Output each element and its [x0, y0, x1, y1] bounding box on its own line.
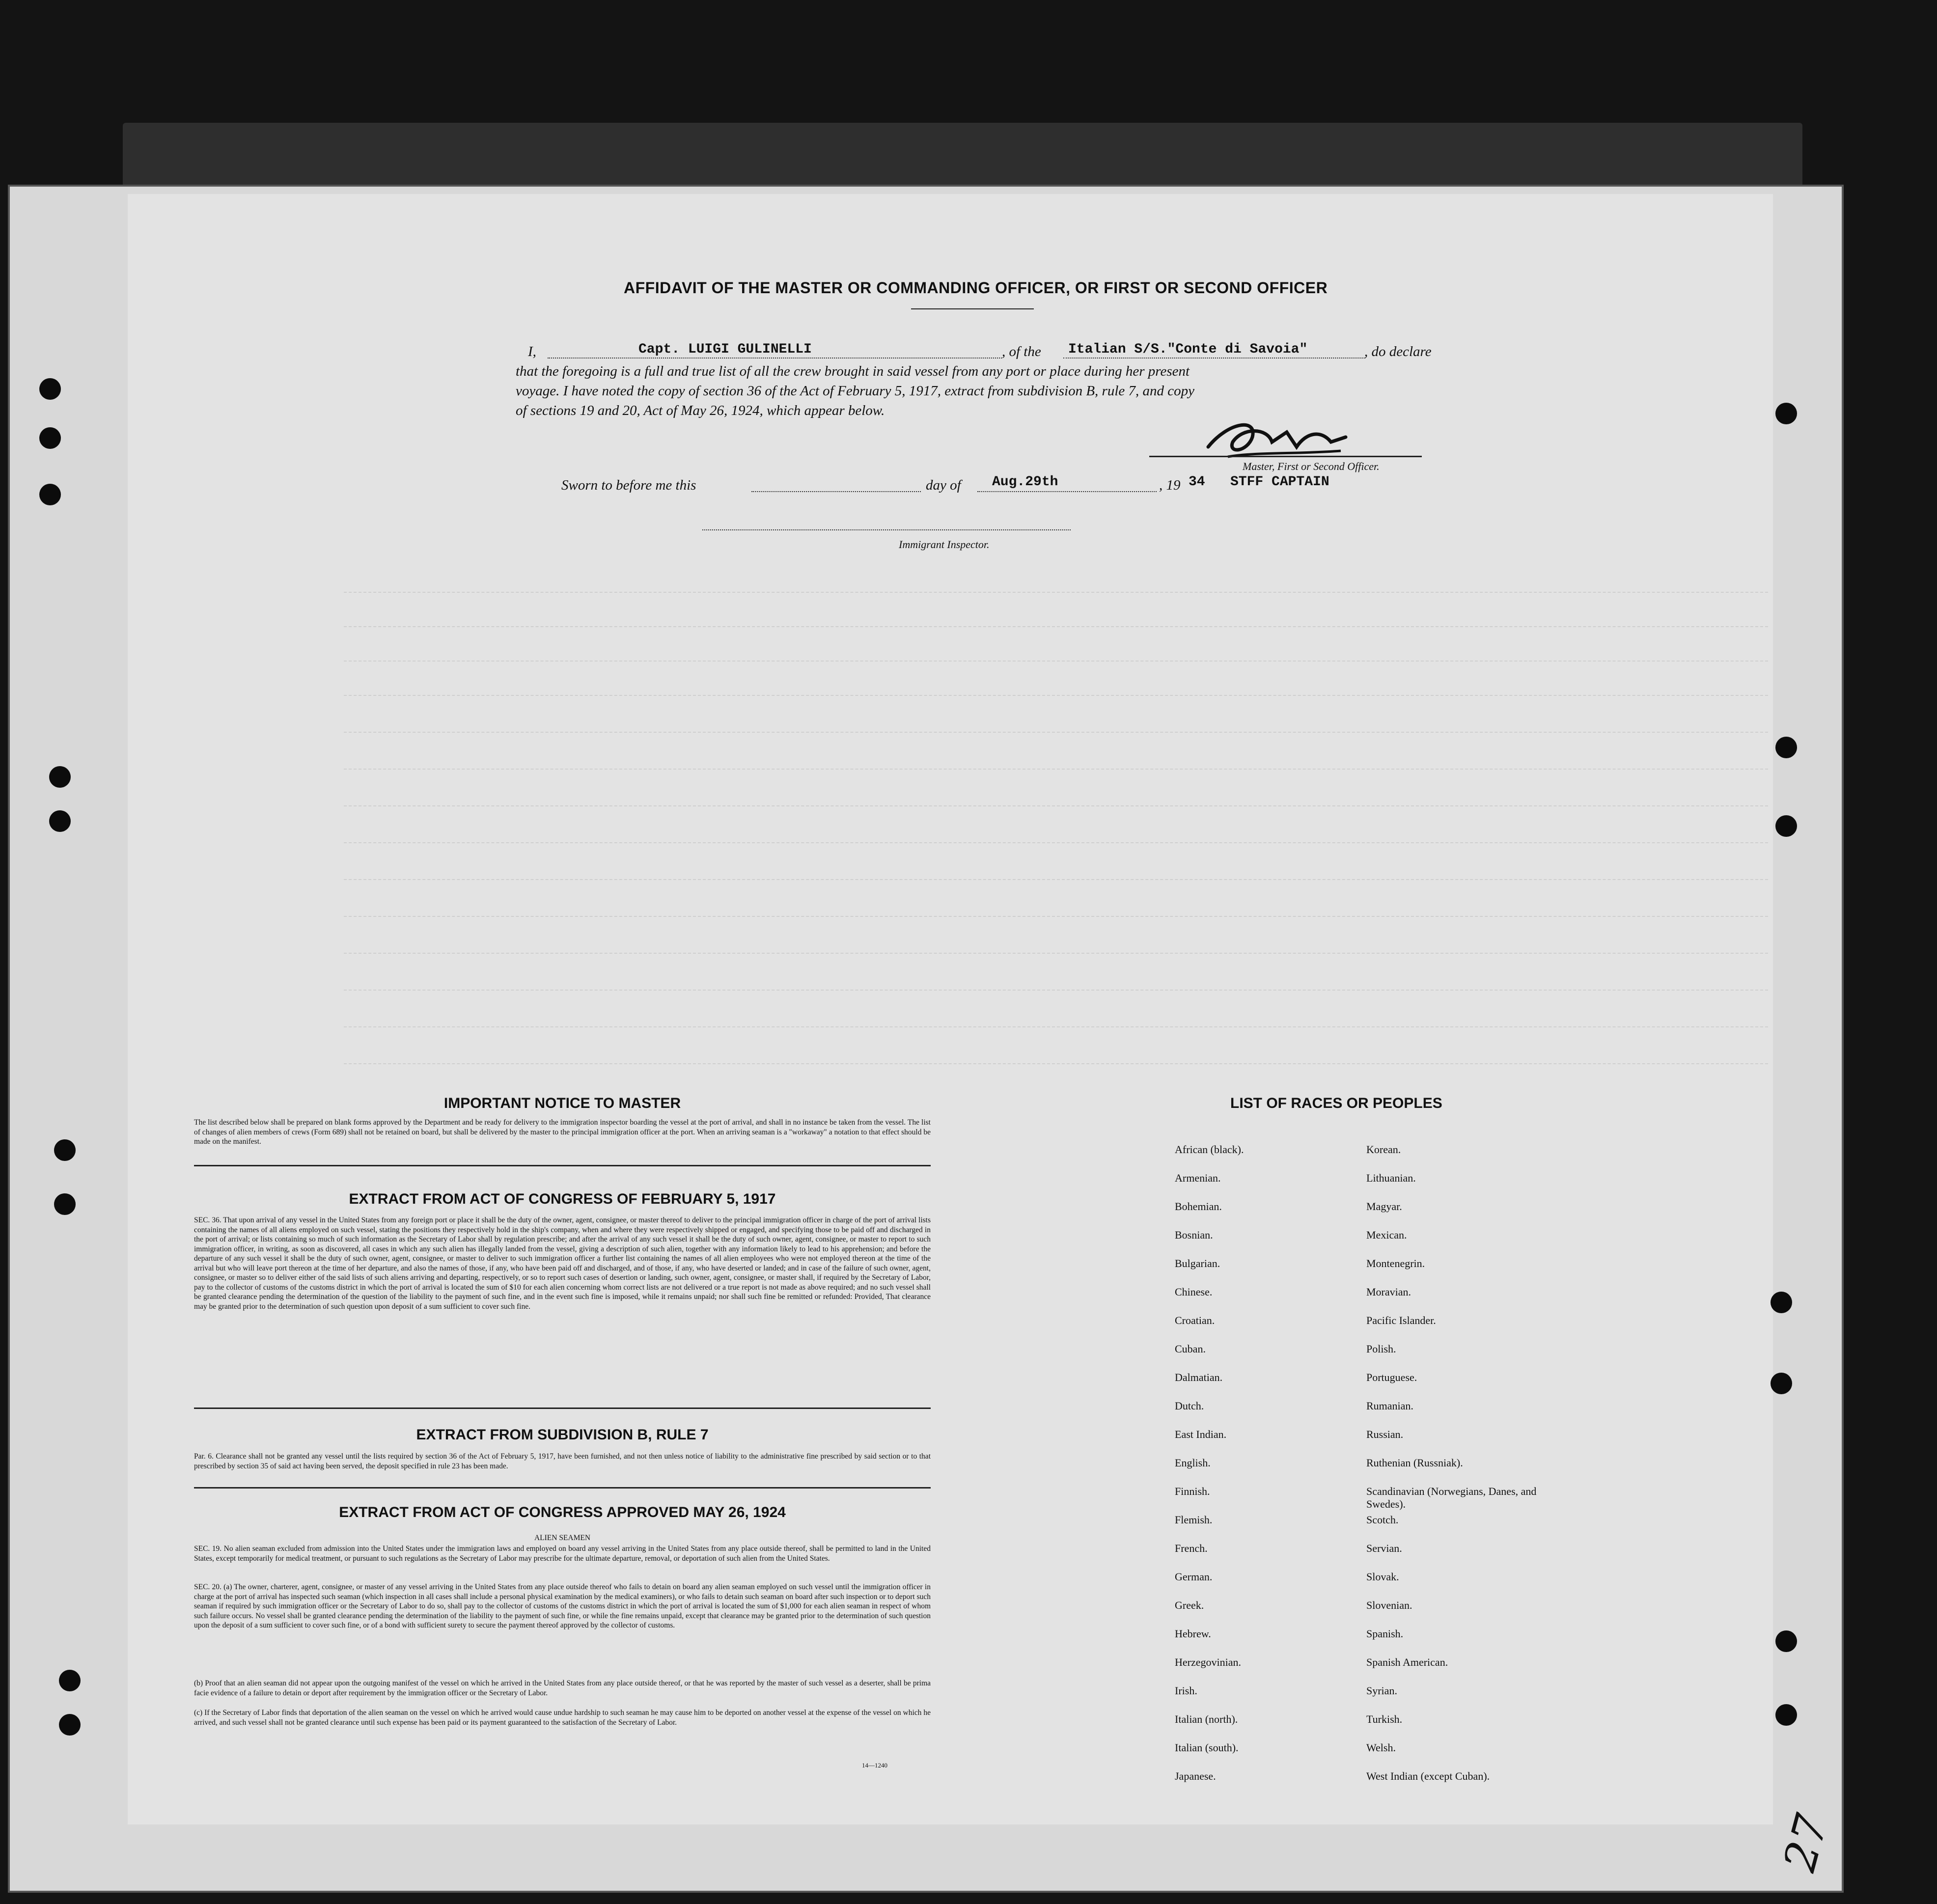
bleed-through-row [344, 1026, 1768, 1028]
race-item: Portuguese. [1366, 1371, 1417, 1383]
sworn-day-line [751, 491, 921, 492]
rule7-text: Par. 6. Clearance shall not be granted any vessel until the lists required by section 36 of the Act of February 5, 1917, have been furnished, and not then unless notice of liability to the administrative fine prescribed by said section or to that prescribed by section 35 of said act having been served, the deposit specified in rule 23 has been made. [194, 1452, 931, 1470]
extract-1924-title: EXTRACT FROM ACT OF CONGRESS APPROVED MAY 26, 1924 [339, 1504, 786, 1520]
signature-line [1149, 456, 1422, 457]
race-item: German. [1175, 1571, 1213, 1583]
extract-1924-sec20a: SEC. 20. (a) The owner, charterer, agent, consignee, or master of any vessel arriving in the United States from any place outside thereof who fails to detain on board any alien seaman employed on such vessel until the immigration officer in charge at the port of arrival has inspected such seaman (which inspection in all cases shall include a personal physical examination by the medical examiners), or who fails to detain such seaman on board after such inspection or to deport such seaman if required by such immigration officer or the Secretary of Labor to do so, shall pay to the collector of customs of the customs district in which the port of arrival is located the sum of $1,000 for each alien seaman in respect of whom such failure occurs. No vessel shall be granted clearance pending the determination of the liability to the payment of such fine, or while the fine remains unpaid, except that clearance may be granted prior to the determination of such question upon the deposit of a sum sufficient to cover such fine, or of a bond with sufficient surety to secure the payment thereof approved by the collector of customs. [194, 1583, 931, 1629]
vessel-name: Italian S/S."Conte di Savoia" [1068, 342, 1308, 357]
punch-hole [59, 1670, 81, 1691]
race-item: Dutch. [1175, 1400, 1204, 1412]
captain-signature [1198, 413, 1360, 467]
affidavit-i-label: I, [528, 344, 536, 359]
margin-handwritten-number: 27 [1773, 1809, 1838, 1877]
section-divider [194, 1165, 931, 1166]
race-item: East Indian. [1175, 1428, 1227, 1440]
race-item: Armenian. [1175, 1172, 1221, 1184]
punch-hole [1775, 1704, 1797, 1726]
race-item: Rumanian. [1366, 1400, 1413, 1412]
inspector-line [702, 529, 1071, 530]
race-item: Finnish. [1175, 1485, 1210, 1497]
bleed-through-row [344, 592, 1768, 594]
bleed-through-row [344, 953, 1768, 955]
bleed-through-row [344, 732, 1768, 734]
race-item: Chinese. [1175, 1286, 1213, 1298]
races-title: LIST OF RACES OR PEOPLES [1230, 1095, 1442, 1111]
officer-rank: STFF CAPTAIN [1230, 474, 1329, 490]
notice-text: The list described below shall be prepared on blank forms approved by the Department and be ready for delivery to the immigration inspector boarding the vessel at the port of arrival, and shall in no instance be taken from the vessel. The list of changes of alien members of crews (Form 689) shall not be retained on board, but shall be delivered by the master to the principal immigration officer at the port. When an arriving seaman is a "workaway" a notation to that effect should be made on the manifest. [194, 1118, 931, 1146]
race-item: Bosnian. [1175, 1229, 1213, 1241]
bleed-through-row [344, 1063, 1768, 1065]
rule7-title: EXTRACT FROM SUBDIVISION B, RULE 7 [416, 1427, 709, 1443]
race-item: Slovenian. [1366, 1599, 1412, 1611]
bleed-through-row [344, 916, 1768, 918]
race-item: Slovak. [1366, 1571, 1399, 1583]
race-item: French. [1175, 1542, 1208, 1554]
notice-title: IMPORTANT NOTICE TO MASTER [443, 1095, 681, 1111]
title-underline [911, 308, 1034, 309]
form-number: 14—1240 [862, 1762, 887, 1769]
bleed-through-row [344, 661, 1768, 662]
sworn-month-line [977, 491, 1157, 492]
race-item: Bohemian. [1175, 1200, 1222, 1213]
punch-hole [39, 427, 61, 449]
race-item: Irish. [1175, 1684, 1197, 1697]
race-item: Ruthenian (Russniak). [1366, 1457, 1463, 1469]
race-item: Mexican. [1366, 1229, 1407, 1241]
bleed-through-row [344, 626, 1768, 628]
master-name: Capt. LUIGI GULINELLI [638, 342, 812, 357]
race-item: Flemish. [1175, 1514, 1213, 1526]
declaration-line-2: that the foregoing is a full and true list of all the crew brought in said vessel from any port or place during her present [516, 363, 1190, 379]
punch-hole [1775, 1630, 1797, 1652]
name-blank-line [548, 358, 1002, 359]
race-item: Italian (north). [1175, 1713, 1238, 1725]
punch-hole [1775, 815, 1797, 837]
declaration-line-3: voyage. I have noted the copy of section 36 of the Act of February 5, 1917, extract from subdivision B, rule 7, and copy [516, 383, 1195, 399]
vessel-blank-line [1063, 358, 1365, 359]
race-item: Greek. [1175, 1599, 1204, 1611]
race-item: Italian (south). [1175, 1741, 1239, 1754]
race-item: English. [1175, 1457, 1211, 1469]
race-item: Spanish American. [1366, 1656, 1448, 1668]
bleed-through-row [344, 842, 1768, 844]
punch-hole [54, 1139, 76, 1161]
race-item: Hebrew. [1175, 1628, 1211, 1640]
sworn-label: Sworn to before me this [561, 477, 696, 493]
signature-caption: Master, First or Second Officer. [1243, 460, 1380, 472]
race-item: Polish. [1366, 1343, 1396, 1355]
bleed-through-row [344, 695, 1768, 697]
extract-1924-sec20b: (b) Proof that an alien seaman did not appear upon the outgoing manifest of the vessel on which he arrived in the United States from any place outside thereof, or that he was reported by the master of such vessel as a deserter, shall be prima facie evidence of a failure to detain or deport after requirement by the immigration officer or the Secretary of Labor. [194, 1679, 931, 1697]
bleed-through-row [344, 879, 1768, 881]
bleed-through-row [344, 805, 1768, 807]
punch-hole [1771, 1373, 1792, 1394]
race-item: Dalmatian. [1175, 1371, 1223, 1383]
punch-hole [1775, 737, 1797, 758]
punch-hole [54, 1193, 76, 1215]
punch-hole [39, 484, 61, 505]
race-item: Herzegovinian. [1175, 1656, 1241, 1668]
race-item: Turkish. [1366, 1713, 1403, 1725]
race-item: Bulgarian. [1175, 1257, 1220, 1269]
punch-hole [49, 766, 71, 788]
alien-seamen-subtitle: ALIEN SEAMEN [534, 1534, 591, 1542]
punch-hole [49, 810, 71, 832]
race-item: Magyar. [1366, 1200, 1402, 1213]
extract-1924-sec20c: (c) If the Secretary of Labor finds that deportation of the alien seaman on the vessel on which he arrived would cause undue hardship to such seaman he may cause him to be deported on another vessel at the expense of the vessel on which he arrived, and such vessel shall not be granted clearance until such expense has been paid or its payment guaranteed to the satisfaction of the Secretary of Labor. [194, 1709, 931, 1727]
race-item: African (black). [1175, 1143, 1244, 1156]
race-item: Moravian. [1366, 1286, 1411, 1298]
race-item: Cuban. [1175, 1343, 1206, 1355]
race-item: Syrian. [1366, 1684, 1397, 1697]
do-declare-label: , do declare [1364, 344, 1432, 359]
race-item: Welsh. [1366, 1741, 1396, 1754]
bleed-through-row [344, 769, 1768, 771]
race-item: Lithuanian. [1366, 1172, 1416, 1184]
race-item: Servian. [1366, 1542, 1402, 1554]
race-item: Spanish. [1366, 1628, 1404, 1640]
sworn-date: Aug.29th [992, 474, 1058, 490]
race-item: Korean. [1366, 1143, 1401, 1156]
extract-1924-sec19: SEC. 19. No alien seaman excluded from admission into the United States under the immigration laws and employed on board any vessel arriving in the United States from any place outside thereof, shall be permitted to land in the United States, except temporarily for medical treatment, or pursuant to such regulations as the Secretary of Labor may prescribe for the ultimate departure, removal, or deportation of such alien from the United States. [194, 1545, 931, 1563]
race-item: Croatian. [1175, 1314, 1215, 1326]
race-item: Scotch. [1366, 1514, 1399, 1526]
race-item: Pacific Islander. [1366, 1314, 1436, 1326]
inspector-caption: Immigrant Inspector. [899, 538, 990, 551]
of-the-label: , of the [1002, 344, 1041, 359]
bleed-through-row [344, 990, 1768, 992]
race-item: Montenegrin. [1366, 1257, 1425, 1269]
race-item: Japanese. [1175, 1770, 1216, 1782]
race-item: Scandinavian (Norwegians, Danes, and Swedes). [1366, 1485, 1537, 1510]
punch-hole [59, 1714, 81, 1736]
year-suffix: 34 [1189, 474, 1205, 490]
race-item: Russian. [1366, 1428, 1404, 1440]
section-divider [194, 1487, 931, 1489]
punch-hole [1771, 1292, 1792, 1313]
punch-hole [39, 378, 61, 400]
affidavit-sheet [128, 194, 1773, 1824]
declaration-line-4: of sections 19 and 20, Act of May 26, 1924, which appear below. [516, 403, 885, 418]
day-of-label: day of [926, 477, 961, 493]
extract-1917-text: SEC. 36. That upon arrival of any vessel in the United States from any foreign port or place it shall be the duty of the owner, agent, consignee, or master thereof to deliver to the principal immigration officer in charge of the port of arrival lists containing the names of all aliens employed on such vessel, stating the positions they respectively hold in the ship's company, when and where they were respectively shipped or engaged, and specifying those to be paid off and discharged in the port of arrival; or lists containing so much of such information as the Secretary of Labor shall by regulation prescribe; and after the arrival of any such vessel it shall be the duty of such owner, agent, consignee, or master to report to such immigration officer, in writing, as soon as discovered, all cases in which any such alien has illegally landed from the vessel, giving a description of such alien, together with any information likely to lead to his apprehension; and before the departure of any such vessel it shall be the duty of such owner, agent, consignee, or master to deliver to such immigration officer a further list containing the names of all alien employees who were not employed thereon at the time of the arrival but who will leave port thereon at the time of her departure, and also the names of those, if any, who have been paid off and discharged, and of those, if any, who have deserted or landed; and in case of the failure of such owner, agent, consignee, or master so to deliver either of the said lists of such aliens arriving and departing, respectively, or so to report such cases of desertion or landing, such owner, agent, consignee, or master shall, if required by the Secretary of Labor, pay to the collector of customs of the customs district in which the port of arrival is located the sum of $10 for each alien concerning whom correct lists are not delivered or a true report is not made as above required; and no such vessel shall be granted clearance pending the determination of the question of the liability to the payment of such fine, and in the event such fine is imposed, while it remains unpaid; nor shall such fine be remitted or refunded: Provided, That clearance may be granted prior to the determination of such question upon deposit of a sum sufficient to cover such fine. [194, 1216, 931, 1311]
race-item: West Indian (except Cuban). [1366, 1770, 1490, 1782]
year-prefix: , 19 [1159, 477, 1181, 493]
punch-hole [1775, 403, 1797, 424]
affidavit-title: AFFIDAVIT OF THE MASTER OR COMMANDING OFFICER, OR FIRST OR SECOND OFFICER [624, 279, 1328, 297]
extract-1917-title: EXTRACT FROM ACT OF CONGRESS OF FEBRUARY 5, 1917 [349, 1191, 776, 1207]
section-divider [194, 1407, 931, 1409]
